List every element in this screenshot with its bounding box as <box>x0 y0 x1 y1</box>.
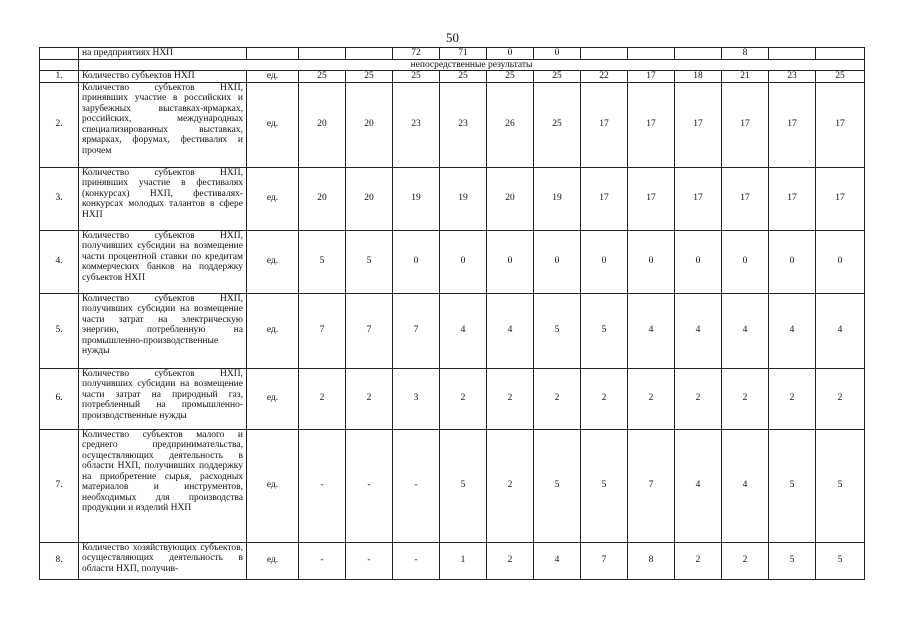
value-cell: 0 <box>628 230 675 293</box>
value-cell: 0 <box>816 230 865 293</box>
row-number-cell: 7. <box>40 429 79 542</box>
value-cell: 17 <box>816 167 865 230</box>
value-cell: 22 <box>581 71 628 83</box>
value-cell: 20 <box>299 167 346 230</box>
value-cell: 2 <box>675 368 722 429</box>
value-cell: 17 <box>769 167 816 230</box>
value-cell: 0 <box>675 230 722 293</box>
row-number-cell: 3. <box>40 167 79 230</box>
value-cell: 5 <box>769 542 816 579</box>
value-cell: 8 <box>722 48 769 60</box>
section-title: непосредственные результаты <box>79 59 865 71</box>
value-cell: 0 <box>769 230 816 293</box>
value-cell: 17 <box>628 71 675 83</box>
row-description-cell: на предприятиях НХП <box>79 48 247 60</box>
value-cell: 17 <box>816 82 865 167</box>
unit-cell: ед. <box>247 368 299 429</box>
value-cell <box>769 48 816 60</box>
value-cell <box>247 48 299 60</box>
value-cell: 7 <box>299 293 346 368</box>
indicators-table <box>39 47 865 580</box>
row-description-cell: Количество субъектов НХП, получивших субсидии на возмещение части затрат на электрическую энергию, потребленную на промышленно-производственные нужды <box>79 293 247 368</box>
row-description-cell: Количество субъектов НХП, принявших участие в российских и зарубежных выставках-ярмарках, российских, международных специализированных выставках, ярмарках, форумах, фестивалях и прочем <box>79 82 247 167</box>
unit-cell: ед. <box>247 429 299 542</box>
value-cell: 4 <box>534 542 581 579</box>
value-cell: 19 <box>440 167 487 230</box>
value-cell: 20 <box>487 167 534 230</box>
value-cell: - <box>299 542 346 579</box>
unit-cell: ед. <box>247 82 299 167</box>
value-cell <box>581 48 628 60</box>
value-cell: 0 <box>534 48 581 60</box>
value-cell: 20 <box>346 82 393 167</box>
value-cell: 5 <box>816 542 865 579</box>
table-row <box>40 293 865 368</box>
value-cell: 25 <box>440 71 487 83</box>
value-cell: 4 <box>722 429 769 542</box>
value-cell: 4 <box>440 293 487 368</box>
value-cell: 4 <box>816 293 865 368</box>
value-cell: 4 <box>675 293 722 368</box>
row-number-cell: 1. <box>40 71 79 83</box>
table-row <box>40 542 865 579</box>
table-row <box>40 230 865 293</box>
value-cell: 2 <box>534 368 581 429</box>
value-cell: 2 <box>722 368 769 429</box>
value-cell: 26 <box>487 82 534 167</box>
value-cell: 2 <box>440 368 487 429</box>
row-description-cell: Количество хозяйствующих субъектов, осуществляющих деятельность в области НХП, получив- <box>79 542 247 579</box>
value-cell: 23 <box>769 71 816 83</box>
value-cell: - <box>346 429 393 542</box>
value-cell: 2 <box>816 368 865 429</box>
value-cell: 3 <box>393 368 440 429</box>
unit-cell: ед. <box>247 542 299 579</box>
value-cell: 0 <box>722 230 769 293</box>
row-description-cell: Количество субъектов НХП, получивших субсидии на возмещение части затрат на природный газ, потребленный на промышленно-производственные нужды <box>79 368 247 429</box>
value-cell: 19 <box>534 167 581 230</box>
value-cell: 0 <box>581 230 628 293</box>
row-number-cell: 6. <box>40 368 79 429</box>
value-cell: 2 <box>487 542 534 579</box>
value-cell: 2 <box>581 368 628 429</box>
value-cell: 7 <box>393 293 440 368</box>
value-cell: 5 <box>581 293 628 368</box>
value-cell: 17 <box>628 82 675 167</box>
table-row <box>40 429 865 542</box>
unit-cell: ед. <box>247 167 299 230</box>
value-cell: 17 <box>628 167 675 230</box>
value-cell: 2 <box>346 368 393 429</box>
value-cell: 2 <box>769 368 816 429</box>
value-cell: 17 <box>675 167 722 230</box>
value-cell: 5 <box>534 429 581 542</box>
value-cell <box>628 48 675 60</box>
value-cell: 2 <box>628 368 675 429</box>
value-cell <box>346 48 393 60</box>
value-cell: 25 <box>346 71 393 83</box>
row-number-cell: 8. <box>40 542 79 579</box>
unit-cell: ед. <box>247 71 299 83</box>
value-cell: 25 <box>393 71 440 83</box>
value-cell: 4 <box>675 429 722 542</box>
value-cell: 72 <box>393 48 440 60</box>
value-cell: 20 <box>299 82 346 167</box>
value-cell: 5 <box>534 293 581 368</box>
value-cell: 0 <box>393 230 440 293</box>
table-row <box>40 167 865 230</box>
value-cell: 2 <box>299 368 346 429</box>
table-row <box>40 368 865 429</box>
value-cell: 1 <box>440 542 487 579</box>
value-cell: 17 <box>581 167 628 230</box>
row-number-cell: 5. <box>40 293 79 368</box>
value-cell: 20 <box>346 167 393 230</box>
value-cell <box>816 48 865 60</box>
table-row-top <box>40 48 865 60</box>
value-cell <box>299 48 346 60</box>
value-cell <box>675 48 722 60</box>
value-cell: - <box>393 429 440 542</box>
value-cell: 17 <box>675 82 722 167</box>
value-cell: 0 <box>487 230 534 293</box>
value-cell: 25 <box>534 82 581 167</box>
value-cell: 18 <box>675 71 722 83</box>
page-number: 50 <box>446 30 459 45</box>
value-cell: 25 <box>299 71 346 83</box>
value-cell: 4 <box>722 293 769 368</box>
value-cell: 8 <box>628 542 675 579</box>
value-cell: 17 <box>722 167 769 230</box>
value-cell: 19 <box>393 167 440 230</box>
value-cell: 17 <box>769 82 816 167</box>
value-cell: 4 <box>769 293 816 368</box>
table-row <box>40 82 865 167</box>
row-description-cell: Количество субъектов НХП <box>79 71 247 83</box>
value-cell: - <box>393 542 440 579</box>
row-number-cell <box>40 59 79 71</box>
value-cell: 23 <box>393 82 440 167</box>
value-cell: 25 <box>534 71 581 83</box>
unit-cell: ед. <box>247 230 299 293</box>
value-cell: 25 <box>487 71 534 83</box>
row-number-cell: 2. <box>40 82 79 167</box>
section-header-row <box>40 59 865 71</box>
value-cell: 7 <box>581 542 628 579</box>
value-cell: - <box>299 429 346 542</box>
value-cell: 17 <box>722 82 769 167</box>
row-description-cell: Количество субъектов малого и среднего предпринимательства, осуществляющих деятельность в области НХП, получивших поддержку на приобретение сырья, расходных материалов и инструментов, необходимых для производства продукции и изделий НХП <box>79 429 247 542</box>
value-cell: 5 <box>440 429 487 542</box>
value-cell: - <box>346 542 393 579</box>
value-cell: 5 <box>299 230 346 293</box>
table-row <box>40 71 865 83</box>
value-cell: 2 <box>675 542 722 579</box>
value-cell: 0 <box>534 230 581 293</box>
value-cell: 23 <box>440 82 487 167</box>
value-cell: 2 <box>722 542 769 579</box>
row-description-cell: Количество субъектов НХП, получивших субсидии на возмещение части процентной ставки по кредитам коммерческих банков на поддержку субъектов НХП <box>79 230 247 293</box>
row-number-cell <box>40 48 79 60</box>
row-description-cell: Количество субъектов НХП, принявших участие в фестивалях (конкурсах) НХП, фестивалях-конкурсах молодых талантов в сфере НХП <box>79 167 247 230</box>
value-cell: 5 <box>769 429 816 542</box>
value-cell: 0 <box>440 230 487 293</box>
value-cell: 71 <box>440 48 487 60</box>
value-cell: 17 <box>581 82 628 167</box>
value-cell: 4 <box>487 293 534 368</box>
value-cell: 5 <box>581 429 628 542</box>
value-cell: 2 <box>487 429 534 542</box>
value-cell: 2 <box>487 368 534 429</box>
unit-cell: ед. <box>247 293 299 368</box>
value-cell: 7 <box>628 429 675 542</box>
value-cell: 4 <box>628 293 675 368</box>
value-cell: 21 <box>722 71 769 83</box>
value-cell: 25 <box>816 71 865 83</box>
value-cell: 0 <box>487 48 534 60</box>
value-cell: 7 <box>346 293 393 368</box>
value-cell: 5 <box>816 429 865 542</box>
value-cell: 5 <box>346 230 393 293</box>
row-number-cell: 4. <box>40 230 79 293</box>
